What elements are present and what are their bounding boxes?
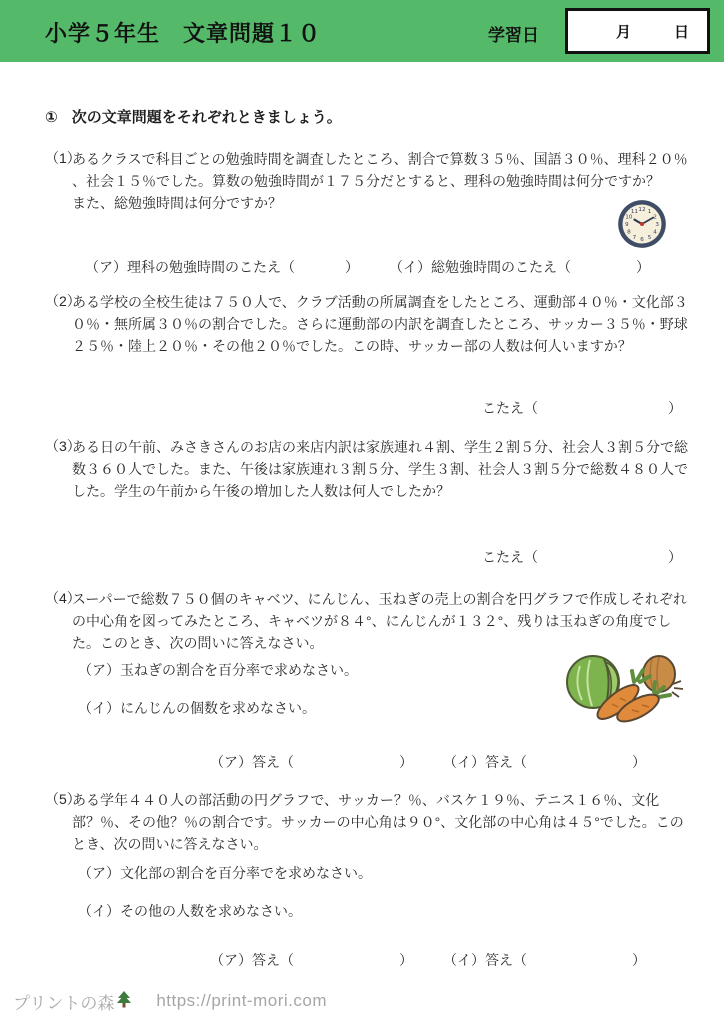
- svg-text:9: 9: [625, 222, 629, 229]
- problem-4-subquestion-b: （イ）にんじんの個数を求めなさい。: [78, 700, 316, 716]
- problem-1-number: （1）: [45, 150, 81, 166]
- svg-text:7: 7: [632, 235, 637, 242]
- answer-b-close: ）: [636, 259, 650, 275]
- problem-5-subquestion-a: （ア）文化部の割合を百分率でを求めなさい。: [78, 865, 372, 881]
- problem-1-line: あるクラスで科目ごとの勉強時間を調査したところ、割合で算数３５％、国語３０％、理科２０％: [72, 151, 688, 167]
- date-entry-box: [565, 8, 710, 54]
- svg-text:11: 11: [630, 208, 639, 215]
- svg-text:10: 10: [625, 214, 633, 221]
- answer-b-label: （イ）答え（: [443, 952, 527, 968]
- pine-tree-icon: [116, 990, 132, 1014]
- problem-2-number: （2）: [45, 293, 81, 309]
- svg-text:12: 12: [638, 207, 646, 213]
- svg-text:3: 3: [655, 222, 659, 229]
- problem-4-subquestion-a: （ア）玉ねぎの割合を百分率で求めなさい。: [78, 662, 358, 678]
- svg-text:5: 5: [647, 235, 652, 242]
- answer-a-close: ）: [399, 754, 413, 770]
- problem-5-line: ある学年４４０人の部活動の円グラフで、サッカー？％、バスケ１９％、テニス１６％、文化: [72, 792, 660, 808]
- problem-5-line: とき、次の問いに答えなさい。: [72, 836, 268, 852]
- problem-2-line: ２５％・陸上２０％・その他２０％でした。この時、サッカー部の人数は何人いますか？: [72, 338, 632, 354]
- answer-a-close: ）: [399, 952, 413, 968]
- problem-3-line: 数３６０人でした。また、午後は家族連れ３割５分、学生３割、社会人３割５分で総数４８０人で: [72, 461, 688, 477]
- answer-close: ）: [668, 549, 682, 565]
- footer: [13, 988, 327, 1014]
- problem-4-line: た。このとき、次の問いに答えなさい。: [72, 635, 324, 651]
- problem-4-number: （4）: [45, 590, 81, 606]
- answer-label: こたえ（: [482, 400, 538, 416]
- day-label: 日: [673, 23, 689, 41]
- answer-label: こたえ（: [482, 549, 538, 565]
- answer-a-label: （ア）理科の勉強時間のこたえ（: [85, 259, 295, 275]
- svg-text:1: 1: [647, 208, 652, 215]
- answer-b-close: ）: [632, 754, 646, 770]
- header-bar: [0, 0, 724, 62]
- site-url: https://print-mori.com: [156, 991, 327, 1010]
- problem-4-line: スーパーで総数７５０個のキャベツ、にんじん、玉ねぎの売上の割合を円グラフで作成しそれぞれ: [72, 591, 687, 607]
- answer-a-label: （ア）答え（: [210, 754, 294, 770]
- answer-b-label: （イ）総勉強時間のこたえ（: [389, 259, 571, 275]
- month-label: 月: [615, 23, 631, 41]
- answer-a-close: ）: [345, 259, 359, 275]
- site-name: プリントの森: [13, 993, 115, 1013]
- svg-text:8: 8: [627, 229, 631, 236]
- page-title: 小学５年生 文章問題１０: [45, 21, 322, 46]
- problem-5-subquestion-b: （イ）その他の人数を求めなさい。: [78, 903, 302, 919]
- problem-3-answer-row: [482, 547, 682, 567]
- problem-5-number: （5）: [45, 791, 81, 807]
- instruction-number: ①: [45, 109, 58, 126]
- problem-3-line: ある日の午前、みさきさんのお店の来店内訳は家族連れ４割、学生２割５分、社会人３割５分で総: [72, 439, 688, 455]
- instruction-text: 次の文章問題をそれぞれときましょう。: [71, 109, 342, 126]
- answer-b-close: ）: [632, 952, 646, 968]
- svg-text:6: 6: [640, 237, 644, 244]
- problem-3-line: した。学生の午前から午後の増加した人数は何人でしたか？: [72, 483, 450, 499]
- problem-2-line: ある学校の全校生徒は７５０人で、クラブ活動の所属調査をしたところ、運動部４０％・文化部３: [72, 294, 688, 310]
- problem-1-answer-row: [85, 257, 650, 277]
- svg-text:4: 4: [653, 229, 657, 236]
- answer-a-label: （ア）答え（: [210, 952, 294, 968]
- svg-text:2: 2: [653, 214, 657, 221]
- problem-1-line: 、社会１５％でした。算数の勉強時間が１７５分だとすると、理科の勉強時間は何分ですか？: [72, 173, 660, 189]
- wall-clock-icon: [616, 198, 668, 250]
- problem-5-line: 部？％、その他？％の割合です。サッカーの中心角は９０°、文化部の中心角は４５°でした。この: [72, 814, 684, 830]
- problem-3-text: [72, 436, 694, 502]
- problem-3-number: （3）: [45, 438, 81, 454]
- answer-b-label: （イ）答え（: [443, 754, 527, 770]
- problem-4-line: の中心角を図ってみたところ、キャベツが８４°、にんじんが１３２°、残りは玉ねぎの角度でし: [72, 613, 672, 629]
- cabbage-carrots-onion-icon: [560, 642, 688, 726]
- problem-5-text: [72, 789, 694, 855]
- problem-5-answer-row: [210, 950, 646, 970]
- problem-4-answer-row: [210, 752, 646, 772]
- problem-2-answer-row: [482, 398, 682, 418]
- answer-close: ）: [668, 400, 682, 416]
- problem-2-line: ０％・無所属３０％の割合でした。さらに運動部の内訳を調査したところ、サッカー３５％・野球: [72, 316, 688, 332]
- problem-1-text: [72, 148, 694, 214]
- instruction-line: [45, 106, 342, 127]
- problem-1-line: また、総勉強時間は何分ですか？: [72, 195, 282, 211]
- problem-2-text: [72, 291, 694, 357]
- study-date-label: 学習日: [488, 26, 539, 45]
